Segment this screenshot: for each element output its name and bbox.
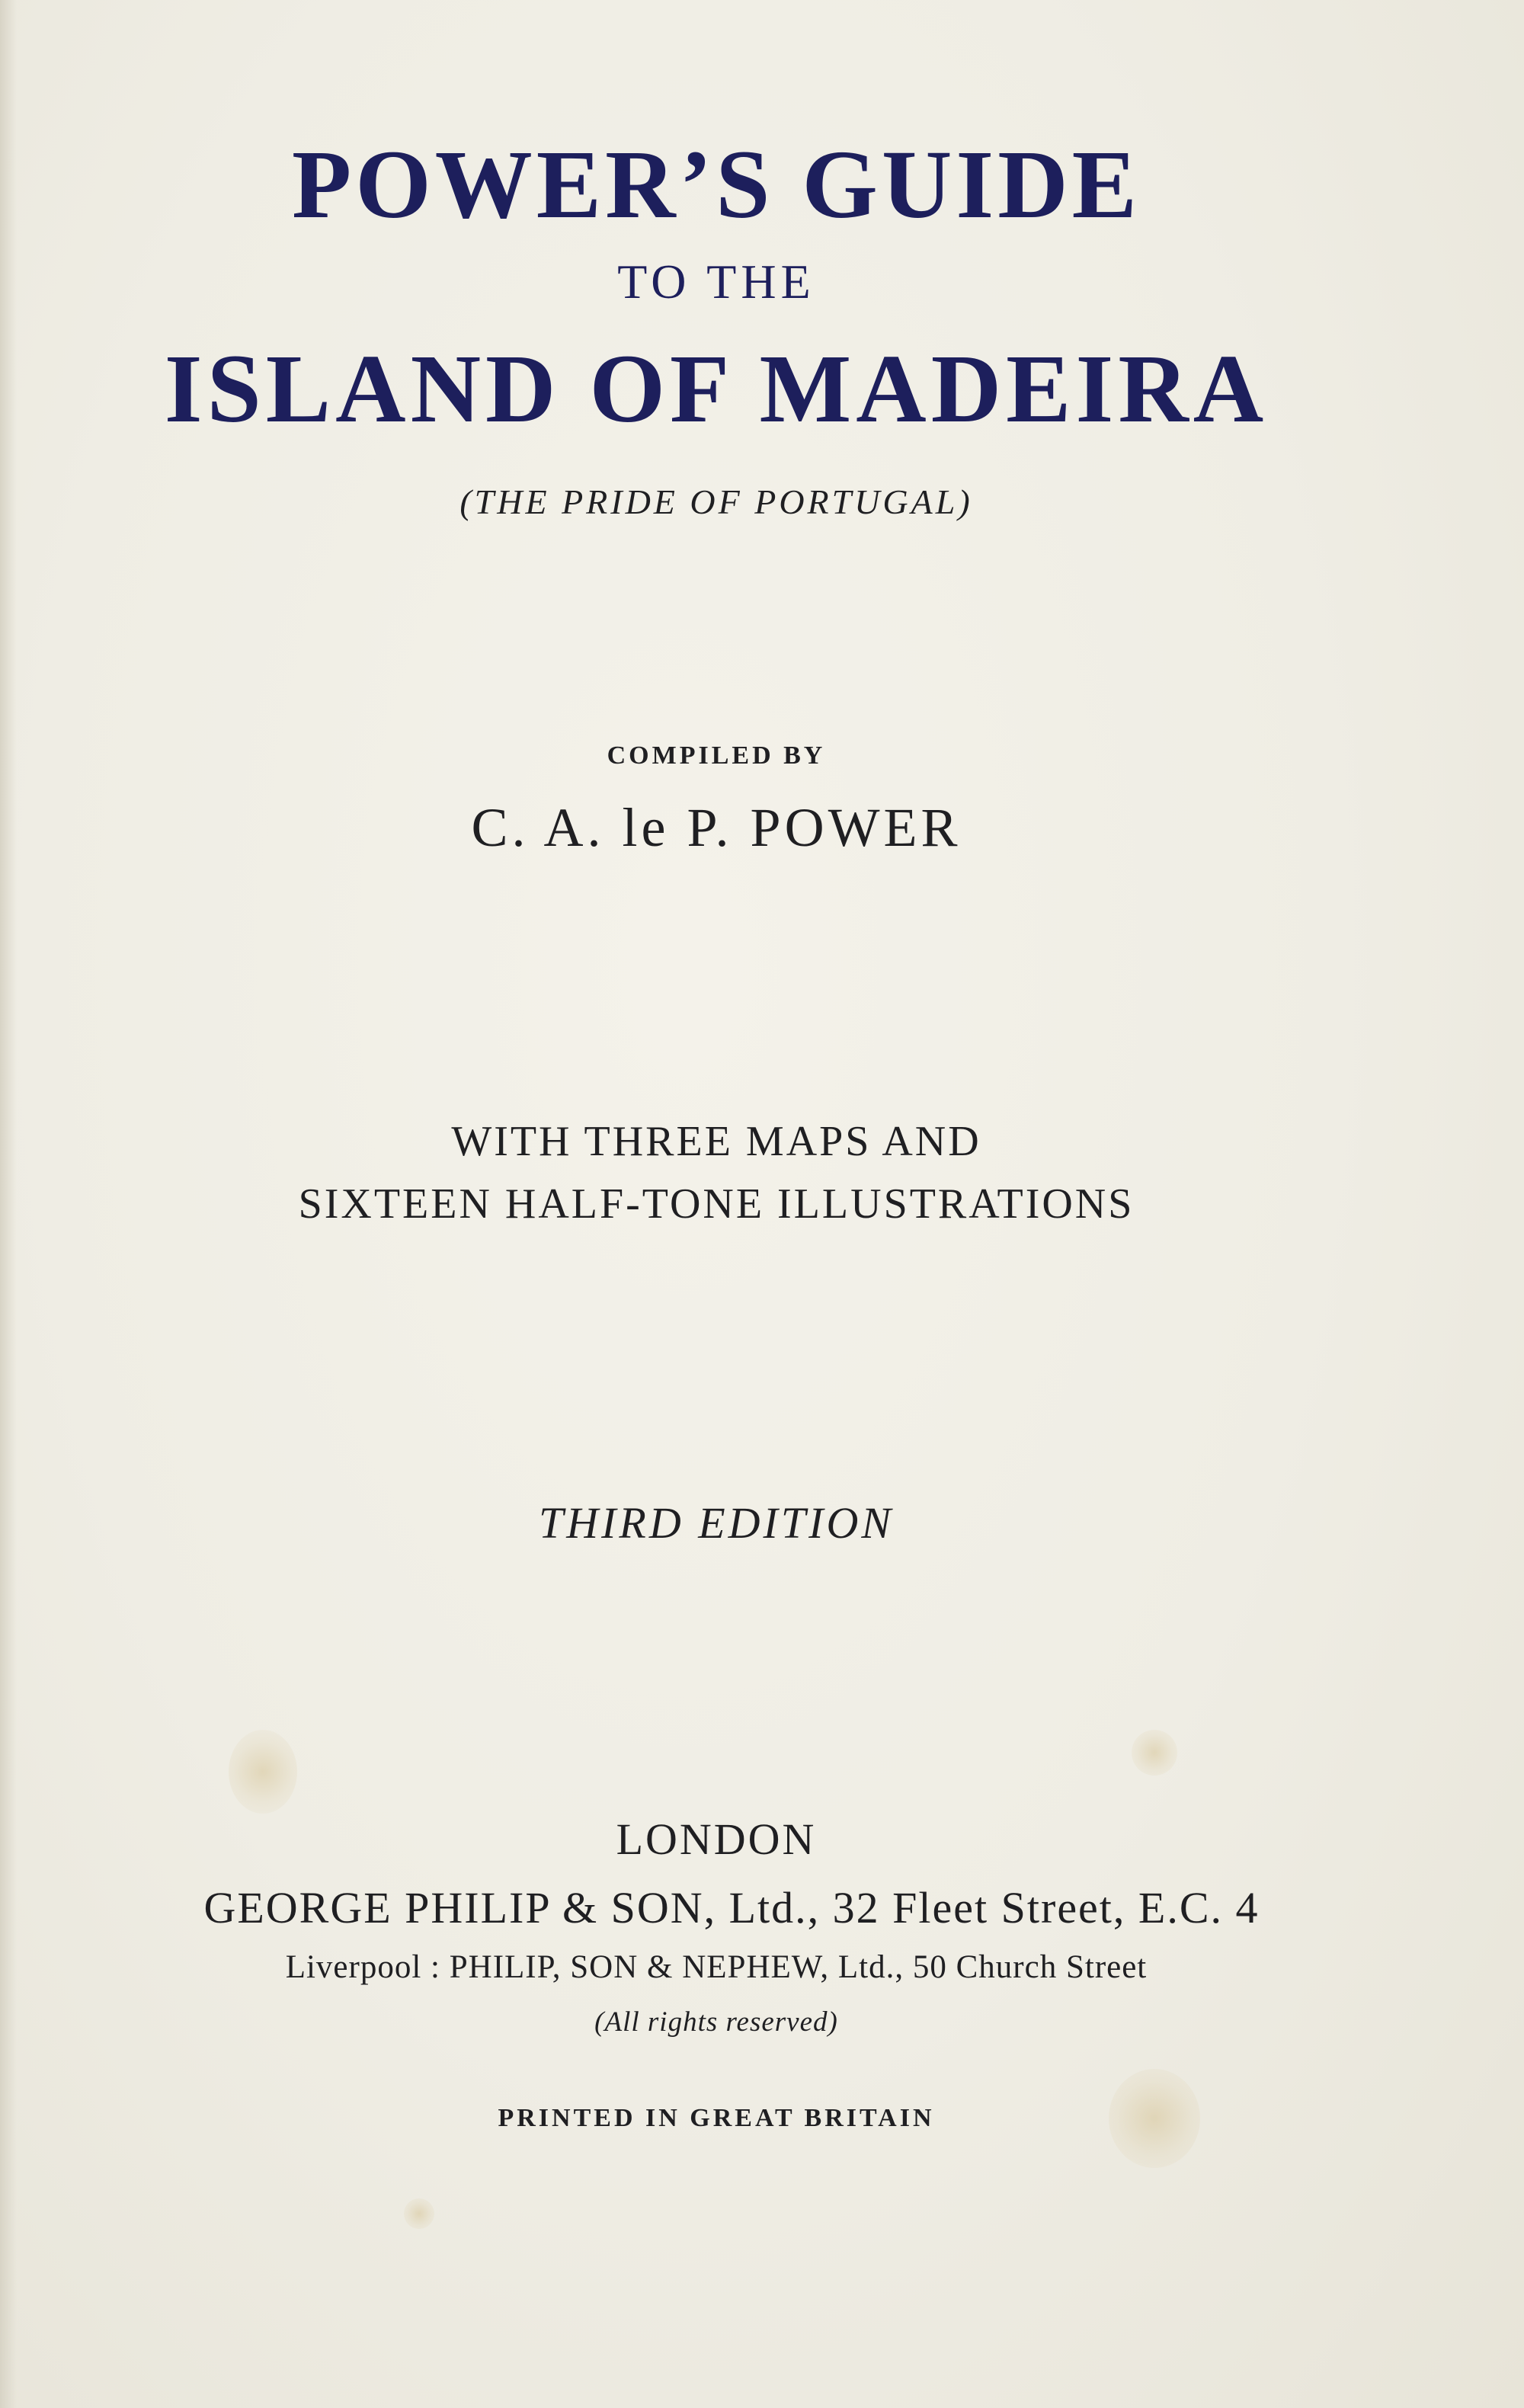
title-line-3: ISLAND OF MADEIRA [164,335,1269,443]
paper-stain [1132,1730,1177,1776]
title-line-2: TO THE [617,255,815,309]
illustrations-line-2: SIXTEEN HALF-TONE ILLUSTRATIONS [298,1180,1135,1228]
liverpool-address: Liverpool : PHILIP, SON & NEPHEW, Ltd., 50 Church Street [285,1949,1148,1985]
paper-stain [229,1730,297,1814]
publisher-city: LONDON [616,1814,817,1864]
author-name: C. A. le P. POWER [471,797,962,858]
illustrations-line-1: WITH THREE MAPS AND [451,1118,981,1165]
edition-label: THIRD EDITION [538,1498,895,1548]
title-line-1: POWER’S GUIDE [292,130,1141,239]
publisher-address: GEORGE PHILIP & SON, Ltd., 32 Fleet Street, E.C. 4 [203,1883,1260,1932]
rights-notice: (All rights reserved) [594,2006,838,2038]
paper-stain [404,2198,434,2229]
subtitle: (THE PRIDE OF PORTUGAL) [459,482,973,521]
printed-notice: PRINTED IN GREAT BRITAIN [498,2104,935,2132]
compiled-by-label: COMPILED BY [607,741,826,770]
